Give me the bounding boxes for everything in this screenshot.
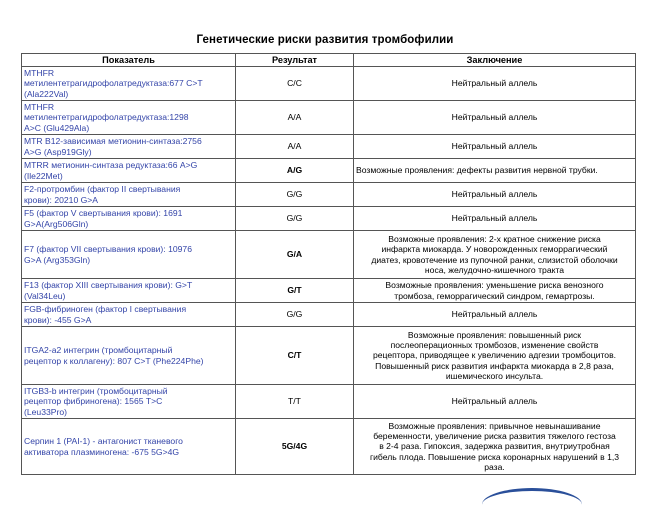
result-cell: G/T	[236, 279, 354, 303]
indicator-cell: F7 (фактор VII свертывания крови): 10976 G>A (Arg353Gln)	[22, 231, 236, 279]
header-result: Результат	[236, 54, 354, 67]
indicator-cell: ITGA2-a2 интегрин (тромбоцитарный рецептор к коллагену): 807 C>T (Phe224Phe)	[22, 327, 236, 385]
result-cell: G/A	[236, 231, 354, 279]
table-row	[22, 419, 636, 475]
indicator-cell: F5 (фактор V свертывания крови): 1691 G>A(Arg506Gln)	[22, 207, 236, 231]
result-cell: G/G	[236, 207, 354, 231]
result-cell: T/T	[236, 385, 354, 419]
result-cell: A/A	[236, 135, 354, 159]
result-cell: G/G	[236, 303, 354, 327]
conclusion-cell: Нейтральный аллель	[354, 183, 636, 207]
table-row	[22, 303, 636, 327]
conclusion-cell: Нейтральный аллель	[354, 67, 636, 101]
result-cell: C/T	[236, 327, 354, 385]
result-cell: A/G	[236, 159, 354, 183]
indicator-cell: MTRR метионин-синтаза редуктаза:66 A>G (Ile22Met)	[22, 159, 236, 183]
conclusion-cell: Возможные проявления: уменьшение риска венозного тромбоза, геморрагический синдром, гемартрозы.	[354, 279, 636, 303]
table-header-row	[22, 54, 636, 67]
table-row	[22, 231, 636, 279]
result-cell: A/A	[236, 101, 354, 135]
page-title: Генетические риски развития тромбофилии	[196, 34, 454, 46]
table-row	[22, 183, 636, 207]
table-row	[22, 327, 636, 385]
indicator-cell: F2-протромбин (фактор II свертывания крови): 20210 G>A	[22, 183, 236, 207]
result-cell: G/G	[236, 183, 354, 207]
table-row	[22, 385, 636, 419]
table-row	[22, 207, 636, 231]
conclusion-cell: Возможные проявления: повышенный риск послеоперационных тромбозов, изменение свойств рецептора, приводящее к увеличению адгезии тромбоцитов. Повышенный риск развития инфаркта миокарда в 2,8 раза, ишемического инсульта.	[354, 327, 636, 385]
result-cell: 5G/4G	[236, 419, 354, 475]
conclusion-cell: Нейтральный аллель	[354, 385, 636, 419]
indicator-cell: F13 (фактор XIII свертывания крови): G>T (Val34Leu)	[22, 279, 236, 303]
indicator-cell: MTHFR метилентетрагидрофолатредуктаза:677 C>T (Ala222Val)	[22, 67, 236, 101]
conclusion-cell: Возможные проявления: 2-х кратное снижение риска инфаркта миокарда. У новорожденных геморрагический диатез, кровотечение из пупочной ранки, слизистой оболочки носа, желудочно-кишечного тракта	[354, 231, 636, 279]
conclusion-cell: Возможные проявления: дефекты развития нервной трубки.	[354, 159, 636, 183]
indicator-cell: MTHFR метилентетрагидрофолатредуктаза:1298 A>C (Glu429Ala)	[22, 101, 236, 135]
header-indicator: Показатель	[22, 54, 236, 67]
table-row	[22, 159, 636, 183]
table-row	[22, 67, 636, 101]
table-row	[22, 279, 636, 303]
indicator-cell: MTR B12-зависимая метионин-синтаза:2756 A>G (Asp919Gly)	[22, 135, 236, 159]
result-cell: C/C	[236, 67, 354, 101]
table-row	[22, 101, 636, 135]
conclusion-cell: Нейтральный аллель	[354, 303, 636, 327]
conclusion-cell: Возможные проявления: привычное невынашивание беременности, увеличение риска развития тяжелого гестоза в 2-4 раза. Гипоксия, задержка развития, внутриутробная гибель плода. Повышение риска коронарных нарушений в 1,3 раза.	[354, 419, 636, 475]
conclusion-cell: Нейтральный аллель	[354, 207, 636, 231]
conclusion-cell: Нейтральный аллель	[354, 101, 636, 135]
header-conclusion: Заключение	[354, 54, 636, 67]
conclusion-cell: Нейтральный аллель	[354, 135, 636, 159]
thrombophilia-risk-table	[21, 53, 636, 475]
indicator-cell: Серпин 1 (PAI-1) - антагонист тканевого активатора плазминогена: -675 5G>4G	[22, 419, 236, 475]
indicator-cell: ITGB3-b интегрин (тромбоцитарный рецептор фибриногена): 1565 T>C (Leu33Pro)	[22, 385, 236, 419]
indicator-cell: FGB-фибриноген (фактор I свертывания крови): -455 G>A	[22, 303, 236, 327]
table-row	[22, 135, 636, 159]
logo-arc-decoration	[482, 488, 582, 521]
